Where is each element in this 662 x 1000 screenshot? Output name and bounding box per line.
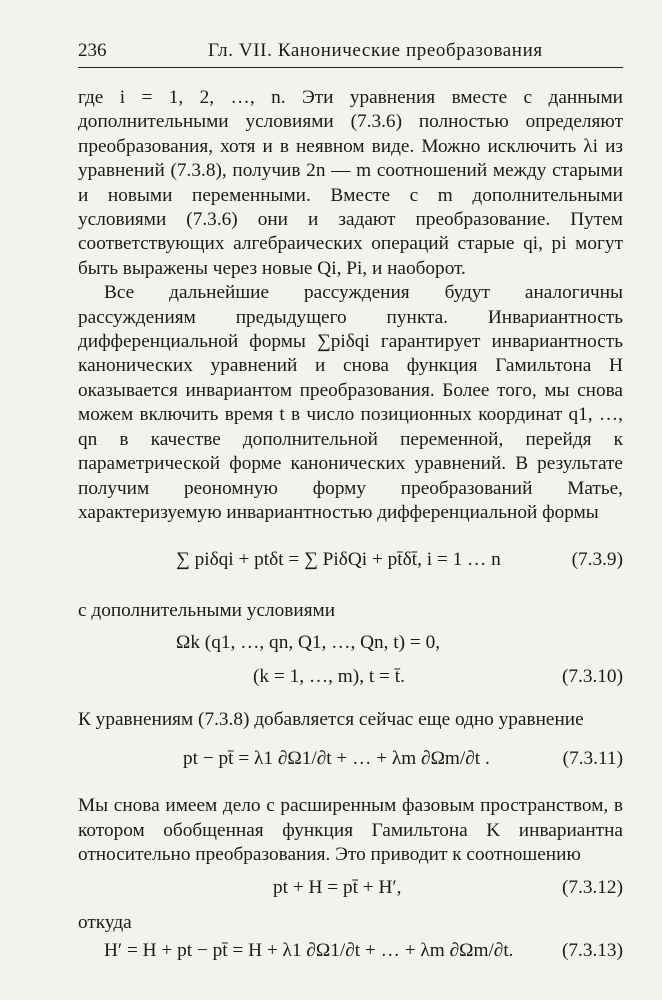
equation-7-3-12 [78,877,623,911]
paragraph-2 [78,281,623,525]
equation-7-3-12-number: (7.3.12) [561,877,623,899]
equation-7-3-9 [78,543,623,595]
paragraph-3-text: с дополнительными условиями [78,600,336,622]
equation-7-3-10a-formula: Ωk (q1, …, qn, Q1, …, Qn, t) = 0, [176,631,441,653]
equation-7-3-10-number: (7.3.10) [561,665,623,687]
page-body [78,86,623,974]
header-rule [78,67,623,68]
equation-7-3-11-number: (7.3.11) [562,748,623,770]
page-header [78,40,623,66]
equation-7-3-12-formula: pt + H = pt̄ + H′, [273,877,402,899]
paragraph-5 [78,794,623,867]
paragraph-2-text: Все дальнейшие рассуждения будут аналогичны рассуждениям предыдущего пункта. Инвариантность дифференциальной формы ∑piδqi гарантирует инвариантность канонических уравнений и снова функция Гамильтона H оказывается инвариантом преобразования. Более того, мы снова можем включить время t в число позиционных координат q1, …, qn в качестве дополнительной переменной, перейдя к параметрической форме канонических уравнений. В результате получим реономную форму преобразований Матье, характеризуемую инвариантностью дифференциальной формы [78,282,623,523]
paragraph-1 [78,86,623,281]
equation-7-3-13 [78,940,623,974]
page-number: 236 [78,40,107,61]
equation-7-3-11 [78,744,623,788]
paragraph-6 [78,911,623,935]
equation-7-3-11-formula: pt − pt̄ = λ1 ∂Ω1/∂t + … + λm ∂Ωm/∂t . [183,748,490,770]
paragraph-1-text: где i = 1, 2, …, n. Эти уравнения вместе с данными дополнительными условиями (7.3.6) полностью определяют преобразования, хотя и в неявном виде. Можно исключить λi из уравнений (7.3.8), получив 2n — m соотношений между старыми и новыми переменными. Вместе с m дополнительными условиями (7.3.6) они и задают преобразование. Путем соответствующих алгебраических операций старые qi, pi могут быть выражены через новые Qi, Pi, и наоборот. [78,87,623,279]
equation-7-3-9-number: (7.3.9) [571,549,623,571]
equation-7-3-10b-formula: (k = 1, …, m), t = t̄. [253,665,405,687]
running-title: Гл. VII. Канонические преобразования [208,40,543,61]
paragraph-6-text: откуда [78,912,132,934]
equation-7-3-9-formula: ∑ piδqi + ptδt = ∑ PiδQi + pt̄δt̄, i = 1 … n [176,549,501,571]
equation-7-3-13-number: (7.3.13) [561,939,623,961]
equation-7-3-10a [78,632,623,666]
paragraph-4 [78,708,623,732]
paragraph-3 [78,599,623,623]
equation-7-3-10b [78,666,623,700]
paragraph-4-text: К уравнениям (7.3.8) добавляется сейчас еще одно уравнение [78,708,584,730]
paragraph-5-text: Мы снова имеем дело с расширенным фазовым пространством, в котором обобщенная функция Гамильтона K инвариантна относительно преобразования. Это приводит к соотношению [78,795,623,865]
equation-7-3-13-formula: H′ = H + pt − pt̄ = H + λ1 ∂Ω1/∂t + … + λm ∂Ωm/∂t. [104,939,514,961]
